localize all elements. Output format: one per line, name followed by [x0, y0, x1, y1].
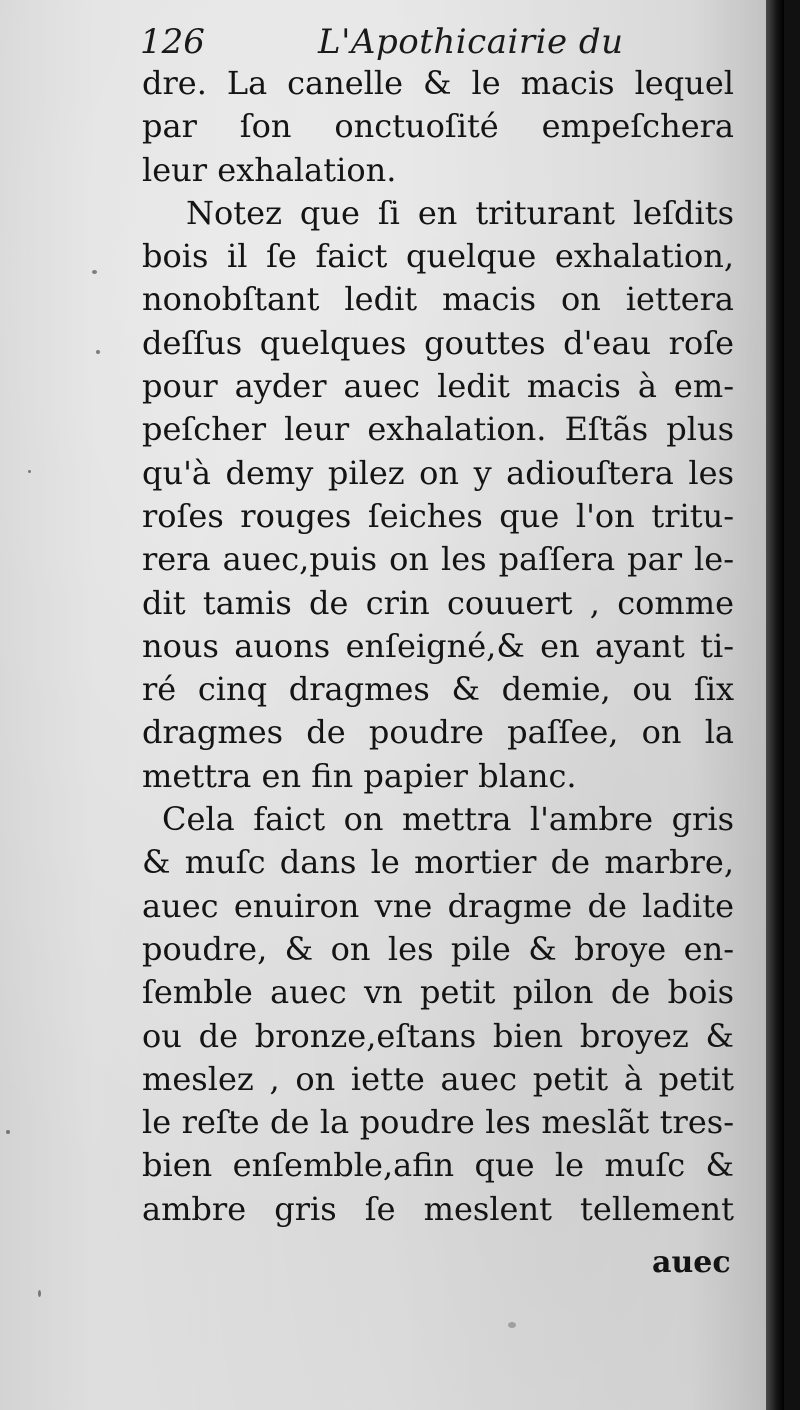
text-line: peſcher leur exhalation. Eſtãs plus [142, 410, 734, 449]
paper-speck [38, 1290, 41, 1297]
text-line: nonobſtant ledit macis on iettera [142, 280, 734, 319]
text-line: rera auec,puis on les paſſera par le- [142, 540, 734, 579]
text-line: ambre gris ſe meslent tellement [142, 1189, 734, 1228]
paper-speck [92, 270, 97, 274]
running-title: L'Apothicairie du [318, 22, 624, 62]
paper-speck [28, 470, 31, 473]
text-line: auec enuiron vne dragme de ladite [142, 886, 734, 925]
text-line: Cela faict on mettra l'ambre gris [162, 800, 734, 839]
text-line: bois il ſe faict quelque exhalation, [142, 237, 734, 276]
running-header [140, 18, 740, 66]
page-number: 126 [140, 22, 205, 62]
text-line: pour ayder auec ledit macis à em- [142, 367, 734, 406]
text-line: mettra en fin papier blanc. [142, 756, 577, 795]
text-line: le reſte de la poudre les meslãt tres- [142, 1103, 734, 1142]
text-line: bien enſemble,afin que le muſc & [142, 1146, 734, 1185]
text-line: leur exhalation. [142, 150, 397, 189]
text-line: deſſus quelques gouttes d'eau roſe [142, 323, 734, 362]
text-line: ſemble auec vn petit pilon de bois [142, 973, 734, 1012]
text-line: ré cinq dragmes & demie, ou ſix [142, 670, 734, 709]
text-line: nous auons enſeigné,& en ayant ti- [142, 626, 734, 665]
text-line: meslez , on iette auec petit à petit [142, 1059, 734, 1098]
text-line: roſes rouges ſeiches que l'on tritu- [142, 496, 734, 535]
paper-speck [96, 350, 100, 354]
body-text [142, 62, 734, 1231]
text-line: ou de bronze,eſtans bien broyez & [142, 1016, 734, 1055]
page-gutter-shadow [766, 0, 784, 1410]
paper-speck [6, 1130, 10, 1134]
text-line: par ſon onctuoſité empeſchera [142, 107, 734, 146]
text-line: poudre, & on les pile & broye en- [142, 929, 734, 968]
paper-speck [508, 1322, 516, 1328]
text-line: dragmes de poudre paſſee, on la [142, 713, 734, 752]
catchword: auec [652, 1245, 731, 1280]
text-line: dre. La canelle & le macis lequel [142, 64, 734, 102]
text-line: qu'à demy pilez on y adiouſtera les [142, 453, 734, 492]
text-line: dit tamis de crin couuert , comme [142, 583, 734, 622]
text-line: & muſc dans le mortier de marbre, [142, 843, 734, 882]
text-line: Notez que ſi en triturant leſdits [186, 193, 734, 232]
